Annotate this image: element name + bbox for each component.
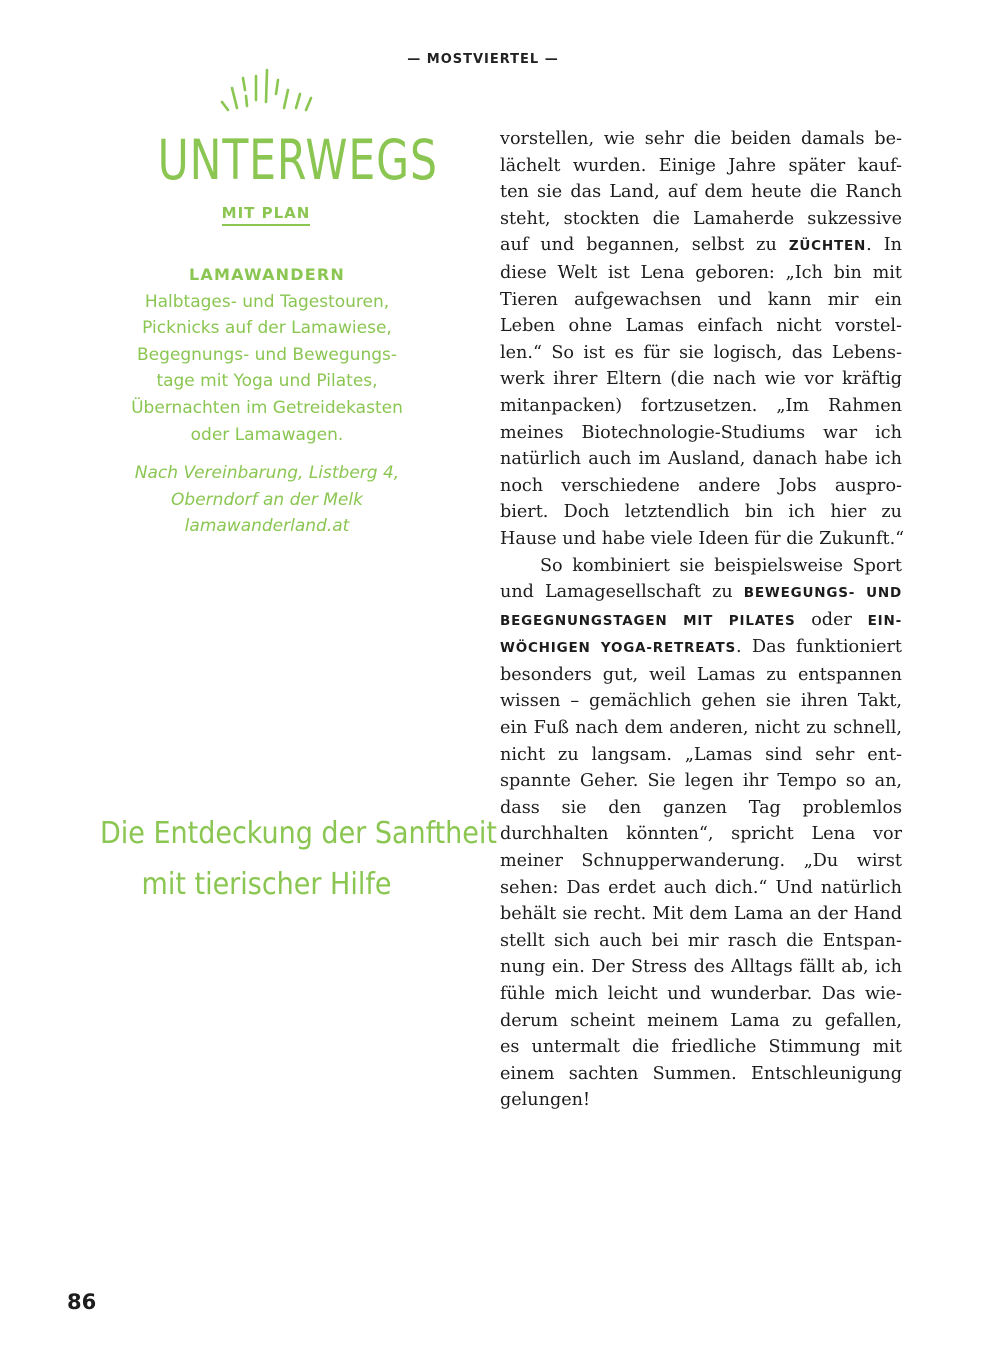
highlight-term: BEGEGNUNGSTAGEN MIT PILATES bbox=[500, 612, 796, 629]
pull-quote-line: mit tierischer Hilfe bbox=[141, 867, 392, 902]
text-line: wissen – gemächlich gehen sie ihren Takt, bbox=[500, 691, 902, 712]
text-line: stellt sich auch bei mir rasch die Entspan- bbox=[500, 930, 902, 951]
sunburst-ray bbox=[306, 98, 311, 110]
text-line: spannte Geher. Sie legen ihr Tempo so an, bbox=[500, 771, 902, 792]
text-line: lächelt wurden. Einige Jahre später kauf- bbox=[500, 155, 902, 176]
highlight-term: WÖCHIGEN YOGA-RETREATS bbox=[500, 640, 736, 657]
sunburst-ray bbox=[296, 94, 300, 108]
highlight-term: ZÜCHTEN bbox=[788, 238, 867, 255]
text-run: auf und begannen, selbst zu bbox=[500, 235, 777, 256]
sunburst-ray bbox=[222, 102, 228, 110]
highlight-term: EIN- bbox=[867, 612, 902, 629]
text-line: einem sachten Summen. Entschleunigung bbox=[500, 1063, 902, 1084]
running-head: — MOSTVIERTEL — bbox=[407, 52, 559, 67]
text-line: meines Biotechnologie-Studiums war ich bbox=[500, 422, 902, 443]
info-heading: LAMAWANDERN bbox=[189, 265, 345, 284]
sidebar-subtitle: MIT PLAN bbox=[222, 204, 311, 226]
sunburst-ray bbox=[246, 96, 247, 106]
pull-quote-line: Die Entdeckung der Sanftheit bbox=[100, 816, 497, 851]
text-line: fühle mich leicht und wunderbar. Das wie- bbox=[500, 984, 902, 1004]
text-line: durchhalten könnten“, spricht Lena vor bbox=[500, 824, 902, 845]
highlight-term: BEWEGUNGS- UND bbox=[743, 585, 902, 602]
text-line bbox=[500, 634, 902, 662]
text-line: vorstellen, wie sehr die beiden damals be- bbox=[500, 129, 902, 149]
text-line: werk ihrer Eltern (die nach wie vor kräftig bbox=[500, 369, 902, 390]
pull-quote bbox=[100, 808, 497, 910]
text-line: Tieren aufgewachsen und kann mir ein bbox=[500, 289, 902, 310]
sunburst-ray bbox=[266, 70, 267, 102]
sunburst-icon bbox=[210, 64, 320, 116]
text-line: nicht zu langsam. „Lamas sind sehr ent- bbox=[500, 744, 902, 765]
text-run: . Das funktioniert bbox=[735, 637, 902, 658]
text-line: ein Fuß nach dem anderen, nicht zu schnell, bbox=[500, 718, 902, 739]
sunburst-ray bbox=[243, 78, 245, 90]
text-line bbox=[500, 579, 902, 607]
text-line: mitanpacken) fortzusetzen. „Im Rahmen bbox=[500, 395, 902, 416]
text-line: derum scheint meinem Lama zu gefallen, bbox=[500, 1010, 902, 1031]
text-line: es untermalt die friedliche Stimmung mit bbox=[500, 1037, 902, 1058]
text-line: ten sie das Land, auf dem heute die Ranch bbox=[500, 182, 902, 203]
text-line: Hause und habe viele Ideen für die Zukunft.“ bbox=[500, 528, 905, 549]
info-address: Nach Vereinbarung, Listberg 4, Oberndorf an der Melk lamawanderland.at bbox=[134, 463, 400, 537]
text-run: . In bbox=[866, 235, 902, 256]
text-line: nung ein. Der Stress des Alltags fällt ab, ich bbox=[500, 957, 902, 978]
text-line: gelungen! bbox=[500, 1090, 591, 1111]
text-line: dass sie den ganzen Tag problemlos bbox=[500, 797, 902, 818]
sidebar-subtitle-wrap bbox=[166, 203, 366, 222]
page-number: 86 bbox=[67, 1290, 97, 1314]
text-line: meiner Schnupperwanderung. „Du wirst bbox=[500, 851, 902, 872]
info-box bbox=[112, 262, 422, 540]
info-description: Halbtages- und Tagestouren, Picknicks auf der Lamawiese, Begegnungs- und Bewegungs- tage mit Yoga und Pilates, Übernachten im Getreidekasten oder Lamawagen. bbox=[131, 291, 403, 445]
text-line: behält sie recht. Mit dem Lama an der Hand bbox=[500, 904, 902, 925]
sunburst-ray bbox=[232, 88, 237, 108]
sidebar-title: UNTERWEGS bbox=[157, 128, 438, 192]
text-line bbox=[500, 232, 902, 260]
sunburst-ray bbox=[276, 80, 278, 94]
text-run: und Lamagesellschaft zu bbox=[500, 582, 733, 603]
text-line: noch verschiedene andere Jobs auspro- bbox=[500, 475, 902, 496]
text-line: besonders gut, weil Lamas zu entspannen bbox=[500, 664, 902, 685]
text-line: len.“ So ist es für sie logisch, das Lebens- bbox=[500, 342, 902, 363]
text-line: diese Welt ist Lena geboren: „Ich bin mit bbox=[500, 262, 902, 283]
text-line bbox=[500, 607, 902, 635]
text-line: Leben ohne Lamas einfach nicht vorstel- bbox=[500, 316, 902, 337]
text-line: steht, stockten die Lamaherde sukzessive bbox=[500, 208, 902, 229]
article-body bbox=[500, 126, 905, 1114]
text-line: biert. Doch letztendlich bin ich hier zu bbox=[500, 502, 902, 523]
sunburst-ray bbox=[284, 90, 288, 108]
text-line: sehen: Das erdet auch dich.“ Und natürlich bbox=[500, 877, 902, 898]
text-run: oder bbox=[795, 609, 868, 630]
text-line: So kombiniert sie beispielsweise Sport bbox=[540, 555, 902, 576]
text-line: natürlich auch im Ausland, danach habe ich bbox=[500, 449, 902, 470]
